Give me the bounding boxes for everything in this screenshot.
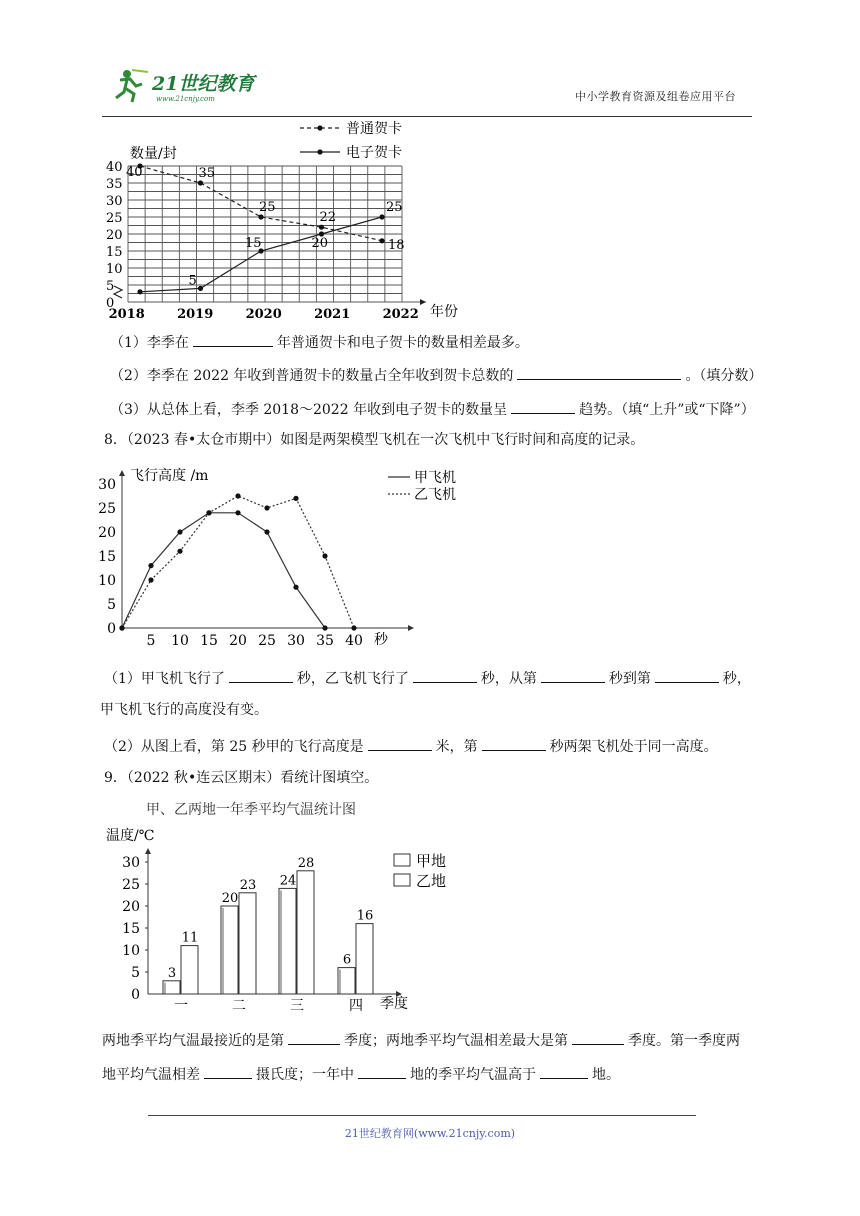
- x-tick-label: 2019: [177, 307, 214, 322]
- data-point: [206, 510, 211, 515]
- q8-line1-part-d: 秒到第: [608, 671, 651, 687]
- series-line-plane-b: [122, 496, 354, 628]
- q-card-3-suffix: 趋势。（填“上升”或“下降”）: [579, 402, 755, 418]
- x-tick-label: 一: [174, 998, 188, 1014]
- logo-main-text: 21世纪教育: [152, 73, 255, 95]
- data-point: [119, 625, 124, 630]
- data-point: [322, 553, 327, 558]
- x-axis-label: 季度: [380, 996, 408, 1012]
- legend-label: 乙飞机: [414, 487, 456, 503]
- q-card-1-prefix: （1）李季在: [110, 335, 189, 351]
- bar-yi: [181, 946, 198, 994]
- data-label: 35: [198, 166, 216, 181]
- data-label: 22: [319, 210, 337, 226]
- y-tick-label: 10: [122, 943, 140, 959]
- answer-blank[interactable]: [288, 1028, 340, 1045]
- q9-line2-part-b: 摄氏度；一年中: [256, 1067, 354, 1083]
- q-card-2: [110, 363, 762, 386]
- data-point: [258, 214, 263, 219]
- q8-line1: [104, 666, 751, 689]
- legend-label: 乙地: [416, 872, 447, 890]
- q9-line2-part-d: 地。: [592, 1067, 620, 1083]
- answer-blank[interactable]: [655, 666, 719, 683]
- chart-title: 甲、乙两地一年季平均气温统计图: [146, 802, 356, 818]
- legend-label: 甲地: [416, 852, 447, 870]
- q-card-1-suffix: 年普通贺卡和电子贺卡的数量相差最多。: [276, 335, 529, 351]
- answer-blank[interactable]: [572, 1028, 624, 1045]
- q8-line1-part-c: 秒，从第: [480, 671, 537, 687]
- q8-line1-part-e: 秒，: [722, 671, 751, 687]
- series-line-plane-a: [122, 513, 325, 628]
- bar-value-label: 23: [239, 877, 257, 893]
- bar-jia: [221, 906, 238, 994]
- data-point: [379, 238, 384, 243]
- y-axis-arrow-icon: [145, 848, 151, 854]
- x-tick-label: 10: [171, 633, 189, 649]
- data-label: 25: [386, 200, 403, 215]
- data-label: 20: [311, 236, 329, 251]
- q-card-2-prefix: （2）李季在 2022 年收到普通贺卡的数量占全年收到贺卡总数的: [110, 368, 514, 384]
- bar-yi: [239, 893, 256, 994]
- bar-value-label: 28: [297, 855, 315, 871]
- airplane-altitude-line-chart: [100, 460, 500, 652]
- legend: [394, 852, 446, 890]
- y-tick-label: 5: [131, 965, 140, 981]
- temperature-bar-chart: [100, 794, 447, 1016]
- header-platform-text: 中小学教育资源及组卷应用平台: [575, 90, 736, 103]
- data-point: [235, 493, 240, 498]
- footer-text: 21世纪教育网(www.21cnjy.com): [344, 1127, 516, 1140]
- x-tick-label: 40: [345, 633, 363, 649]
- data-label: 5: [188, 273, 197, 289]
- answer-blank[interactable]: [511, 397, 575, 414]
- legend-swatch: [394, 854, 410, 866]
- bar-value-label: 6: [342, 952, 352, 968]
- data-label: 15: [245, 236, 262, 251]
- y-tick-label: 20: [122, 899, 140, 915]
- legend-marker: [317, 149, 322, 154]
- legend: [300, 120, 402, 161]
- bar-value-label: 11: [181, 930, 199, 946]
- x-tick-label: 2020: [245, 307, 282, 322]
- bar-value-label: 16: [356, 908, 374, 924]
- answer-blank[interactable]: [517, 363, 681, 380]
- q8-line3-part-b: 米，第: [435, 739, 478, 755]
- answer-blank[interactable]: [229, 666, 293, 683]
- y-tick-label: 5: [107, 597, 116, 613]
- logo-sub-text: www.21cnjy.com: [156, 95, 215, 103]
- bar-value-label: 20: [221, 891, 239, 906]
- y-axis-arrow-icon: [119, 470, 125, 476]
- bar-yi: [297, 871, 314, 994]
- answer-blank[interactable]: [358, 1062, 406, 1079]
- data-point: [264, 529, 269, 534]
- q9-line1-part-a: 两地季平均气温最接近的是第: [102, 1033, 284, 1049]
- legend-marker: [317, 125, 322, 130]
- legend-swatch: [394, 874, 410, 886]
- x-tick-label: 2022: [382, 307, 419, 322]
- q-card-2-suffix: 。（填分数）: [685, 368, 763, 384]
- x-tick-label: 20: [229, 633, 247, 649]
- x-tick-label: 5: [146, 633, 156, 649]
- q9-line2-part-a: 地平均气温相差: [102, 1067, 200, 1083]
- data-point: [148, 577, 153, 582]
- answer-blank[interactable]: [193, 330, 273, 347]
- y-tick-label: 5: [106, 279, 115, 294]
- legend-label: 电子贺卡: [346, 145, 402, 161]
- y-axis-label: 飞行高度 /m: [130, 468, 209, 484]
- q8-line3-part-c: 秒两架飞机处于同一高度。: [549, 739, 718, 755]
- bar-value-label: 24: [279, 873, 297, 889]
- y-tick-label: 20: [106, 228, 123, 243]
- x-tick-label: 35: [316, 633, 334, 649]
- y-tick-label: 0: [106, 296, 115, 311]
- x-tick-label: 25: [258, 633, 276, 649]
- bar-yi: [356, 924, 373, 994]
- data-label: 18: [388, 237, 405, 253]
- q8-line2: 甲飞机飞行的高度没有变。: [100, 702, 268, 718]
- data-point: [235, 510, 240, 515]
- y-tick-label: 10: [98, 573, 116, 589]
- x-tick-label: 二: [232, 998, 246, 1014]
- y-tick-label: 0: [131, 987, 140, 1003]
- q9-line1: [102, 1028, 740, 1051]
- y-tick-label: 15: [106, 245, 123, 260]
- y-tick-label: 25: [98, 501, 116, 517]
- site-logo: [112, 66, 262, 106]
- x-tick-label: 2018: [108, 307, 145, 322]
- data-point: [198, 180, 203, 185]
- y-axis-label: 数量/封: [130, 146, 177, 162]
- greeting-card-line-chart: [100, 118, 480, 322]
- q8-line3-part-a: （2）从图上看，第 25 秒甲的飞行高度是: [104, 739, 364, 755]
- axis-break-icon: [114, 286, 122, 298]
- data-point: [293, 496, 298, 501]
- q-card-3: [110, 397, 755, 420]
- q-card-3-prefix: （3）从总体上看，李季 2018～2022 年收到电子贺卡的数量呈: [110, 402, 508, 418]
- footer-divider: [148, 1115, 696, 1116]
- legend: [388, 469, 456, 503]
- bar-jia: [163, 981, 180, 994]
- y-tick-label: 15: [122, 921, 140, 937]
- q8-line1-part-b: 秒，乙飞机飞行了: [296, 671, 409, 687]
- data-point: [319, 225, 324, 230]
- q8-line1-part-a: （1）甲飞机飞行了: [104, 671, 225, 687]
- x-axis-label: 秒: [374, 632, 388, 648]
- x-axis-label: 年份: [430, 304, 458, 320]
- x-tick-label: 四: [349, 998, 363, 1014]
- q-card-1: [110, 330, 529, 353]
- y-tick-label: 40: [106, 160, 123, 175]
- answer-blank[interactable]: [482, 734, 546, 751]
- y-tick-label: 30: [98, 477, 116, 493]
- legend-label: 普通贺卡: [346, 121, 402, 137]
- y-tick-label: 15: [98, 549, 116, 565]
- data-point: [379, 214, 384, 219]
- bar-jia: [338, 968, 355, 994]
- runner-icon: [116, 70, 148, 102]
- answer-blank[interactable]: [204, 1062, 252, 1079]
- data-label: 40: [126, 165, 143, 180]
- data-point: [137, 289, 142, 294]
- q9-line1-part-c: 季度。第一季度两: [628, 1033, 740, 1049]
- y-tick-label: 25: [106, 211, 123, 226]
- answer-blank[interactable]: [413, 666, 477, 683]
- series-line-e-card: [140, 217, 382, 292]
- x-tick-label: 15: [200, 633, 218, 649]
- x-tick-label: 2021: [314, 307, 351, 322]
- y-tick-label: 10: [106, 262, 123, 277]
- q8-line3: [104, 734, 718, 757]
- y-tick-label: 35: [106, 177, 123, 192]
- y-tick-label: 0: [107, 621, 116, 637]
- answer-blank[interactable]: [541, 666, 605, 683]
- data-point: [177, 549, 182, 554]
- y-tick-label: 30: [106, 194, 123, 209]
- data-point: [177, 529, 182, 534]
- data-label: 25: [259, 200, 276, 215]
- bar-value-label: 3: [167, 965, 177, 981]
- x-tick-label: 30: [287, 633, 305, 649]
- data-point: [264, 505, 269, 510]
- q8-title: 8．（2023 春•太仓市期中）如图是两架模型飞机在一次飞机中飞行时间和高度的记录。: [104, 432, 645, 448]
- q9-line2: [102, 1062, 620, 1085]
- x-axis-arrow-icon: [420, 299, 426, 305]
- data-point: [351, 625, 356, 630]
- x-axis-arrow-icon: [408, 625, 414, 631]
- header-divider: [102, 116, 752, 117]
- y-axis-label: 温度/℃: [106, 828, 155, 844]
- bar-jia: [279, 888, 296, 994]
- q9-line1-part-b: 季度；两地季平均气温相差最大是第: [344, 1033, 568, 1049]
- answer-blank[interactable]: [368, 734, 432, 751]
- legend-label: 甲飞机: [414, 470, 456, 486]
- y-tick-label: 25: [122, 877, 140, 893]
- data-point: [322, 625, 327, 630]
- q9-title: 9．（2022 秋•连云区期末）看统计图填空。: [104, 770, 379, 786]
- data-point: [293, 585, 298, 590]
- y-tick-label: 30: [122, 855, 140, 871]
- data-point: [148, 563, 153, 568]
- x-tick-label: 三: [290, 998, 304, 1014]
- q9-line2-part-c: 地的季平均气温高于: [410, 1067, 536, 1083]
- answer-blank[interactable]: [540, 1062, 588, 1079]
- y-tick-label: 20: [98, 525, 116, 541]
- data-point: [198, 286, 203, 291]
